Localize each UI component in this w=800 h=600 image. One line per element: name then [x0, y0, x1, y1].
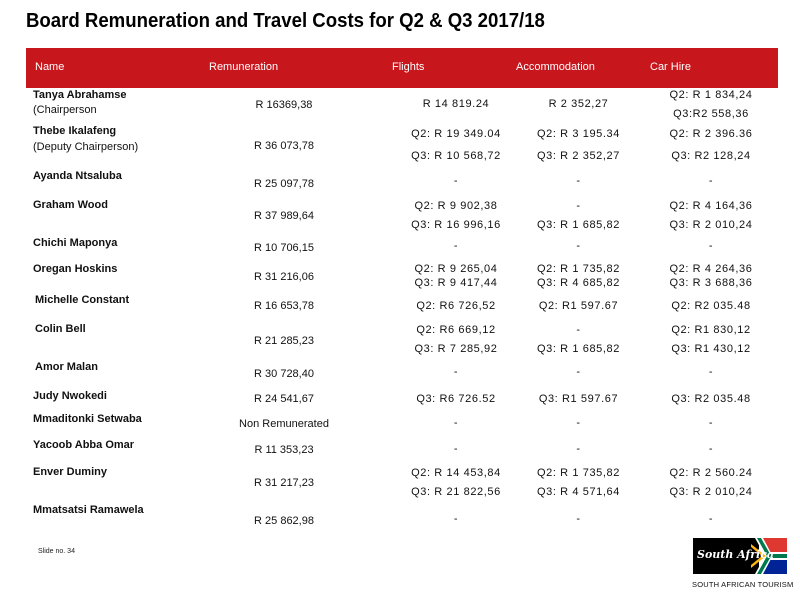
row-flights-q2: Q2: R6 669,12 — [416, 324, 496, 336]
row-name: Mmaditonki Setwaba — [33, 413, 142, 425]
row-car-hire-q2: Q2: R 4 264,36 — [669, 263, 753, 275]
row-flights-q2: Q2: R 14 453,84 — [411, 467, 501, 479]
row-car-hire-q2: Q2: R 1 834,24 — [669, 89, 753, 101]
row-name: Graham Wood — [33, 199, 108, 211]
row-car-hire-q2: Q2: R 2 396.36 — [669, 128, 753, 140]
row-accommodation-q2: Q2: R 3 195.34 — [536, 128, 620, 140]
row-accommodation-q2: R 2 352,27 — [548, 98, 609, 110]
row-remuneration: R 10 706,15 — [254, 242, 314, 254]
row-name: Enver Duminy — [33, 466, 107, 478]
row-car-hire-q3: Q3: R1 430,12 — [671, 343, 751, 355]
logo-caption: SOUTH AFRICAN TOURISM — [692, 580, 794, 589]
south-african-tourism-logo — [693, 538, 787, 574]
row-car-hire-q2: Q2: R 2 560.24 — [669, 467, 753, 479]
row-car-hire: - — [708, 366, 714, 378]
logo-script: South Africa — [697, 548, 775, 561]
row-role: (Deputy Chairperson) — [33, 141, 139, 153]
row-name: Amor Malan — [35, 361, 98, 373]
row-remuneration: R 30 728,40 — [254, 368, 314, 380]
row-remuneration: R 31 217,23 — [254, 477, 314, 489]
flag-logo-icon — [693, 538, 787, 574]
row-flights: - — [453, 240, 459, 252]
row-accommodation: - — [576, 175, 581, 187]
row-accommodation: - — [576, 513, 581, 525]
table-header — [26, 48, 778, 88]
row-name: Chichi Maponya — [33, 237, 118, 249]
row-car-hire-q3: Q3: R2 128,24 — [671, 150, 751, 162]
row-accommodation: - — [576, 417, 581, 429]
row-flights-q3: Q3: R 21 822,56 — [411, 486, 501, 498]
header-car-hire: Car Hire — [650, 61, 691, 73]
row-remuneration: R 24 541,67 — [254, 393, 314, 405]
row-accommodation-q2: Q2: R 1 735,82 — [536, 467, 620, 479]
row-remuneration: R 16369,38 — [255, 99, 313, 111]
row-accommodation-q3: Q3: R 4 571,64 — [536, 486, 620, 498]
row-flights-q2: Q2: R 9 265,04 — [414, 263, 498, 275]
slide-number: Slide no. 34 — [38, 548, 75, 555]
row-accommodation-q3: Q3: R 4 685,82 — [536, 277, 620, 289]
row-flights-q3: Q3: R 9 417,44 — [414, 277, 498, 289]
row-remuneration: R 16 653,78 — [254, 300, 314, 312]
row-accommodation-q3: Q3: R 1 685,82 — [536, 343, 620, 355]
row-flights-q2: Q2: R 9 902,38 — [414, 200, 498, 212]
header-name: Name — [35, 61, 65, 73]
row-flights-q2: Q2: R6 726,52 — [416, 300, 496, 312]
row-remuneration: Non Remunerated — [239, 418, 329, 430]
row-car-hire-q3: Q3: R 2 010,24 — [669, 486, 753, 498]
row-name: Mmatsatsi Ramawela — [33, 504, 144, 516]
row-accommodation: - — [576, 366, 581, 378]
row-flights-q3: Q3: R6 726.52 — [416, 393, 496, 405]
row-flights-q2: R 14 819.24 — [422, 98, 490, 110]
row-car-hire: - — [708, 175, 714, 187]
row-name: Ayanda Ntsaluba — [33, 170, 122, 182]
header-remuneration: Remuneration — [209, 61, 279, 73]
row-car-hire-q2: Q2: R2 035.48 — [671, 300, 751, 312]
row-name: Judy Nwokedi — [33, 390, 107, 402]
row-accommodation-q3: Q3: R 1 685,82 — [536, 219, 620, 231]
row-accommodation-q3: Q3: R1 597.67 — [538, 393, 619, 405]
row-flights-q3: Q3: R 7 285,92 — [414, 343, 498, 355]
header-flights: Flights — [392, 61, 425, 73]
row-remuneration: R 21 285,23 — [254, 335, 314, 347]
row-car-hire-q3: Q3: R 2 010,24 — [669, 219, 753, 231]
row-car-hire-q3: Q3: R 3 688,36 — [669, 277, 753, 289]
row-name: Oregan Hoskins — [33, 263, 118, 275]
row-flights: - — [453, 443, 459, 455]
row-role: (Chairperson — [33, 104, 97, 116]
row-remuneration: R 25 097,78 — [254, 178, 314, 190]
row-accommodation-q3: Q3: R 2 352,27 — [536, 150, 620, 162]
row-accommodation-q2: - — [576, 324, 581, 336]
row-car-hire: - — [708, 513, 714, 525]
row-accommodation: - — [576, 443, 581, 455]
row-accommodation-q2: - — [576, 200, 581, 212]
row-flights: - — [453, 417, 459, 429]
row-car-hire-q2: Q2: R 4 164,36 — [669, 200, 753, 212]
row-car-hire-q3: Q3: R2 035.48 — [671, 393, 751, 405]
row-flights: - — [453, 366, 459, 378]
row-name: Michelle Constant — [35, 294, 130, 306]
row-remuneration: R 25 862,98 — [254, 515, 314, 527]
row-remuneration: R 37 989,64 — [254, 210, 314, 222]
row-name: Thebe Ikalafeng — [33, 125, 117, 137]
row-car-hire: - — [708, 443, 714, 455]
row-flights: - — [453, 175, 459, 187]
page-title: Board Remuneration and Travel Costs for Q2 & Q3 2017/18 — [26, 10, 545, 32]
row-flights-q3: Q3: R 10 568,72 — [411, 150, 501, 162]
row-accommodation-q2: Q2: R 1 735,82 — [536, 263, 620, 275]
row-car-hire: - — [708, 240, 714, 252]
row-accommodation-q2: Q2: R1 597.67 — [538, 300, 619, 312]
row-car-hire-q2: Q2: R1 830,12 — [671, 324, 751, 336]
row-remuneration: R 36 073,78 — [254, 140, 314, 152]
row-name: Tanya Abrahamse — [33, 89, 127, 101]
row-flights-q3: Q3: R 16 996,16 — [411, 219, 501, 231]
row-car-hire: - — [708, 417, 714, 429]
row-flights: - — [453, 513, 459, 525]
row-flights-q2: Q2: R 19 349.04 — [411, 128, 501, 140]
row-accommodation: - — [576, 240, 581, 252]
row-name: Colin Bell — [35, 323, 86, 335]
row-name: Yacoob Abba Omar — [33, 439, 135, 451]
row-car-hire-q3: Q3:R2 558,36 — [673, 108, 749, 120]
row-remuneration: R 11 353,23 — [254, 444, 314, 456]
header-accommodation: Accommodation — [516, 61, 595, 73]
row-remuneration: R 31 216,06 — [254, 271, 314, 283]
